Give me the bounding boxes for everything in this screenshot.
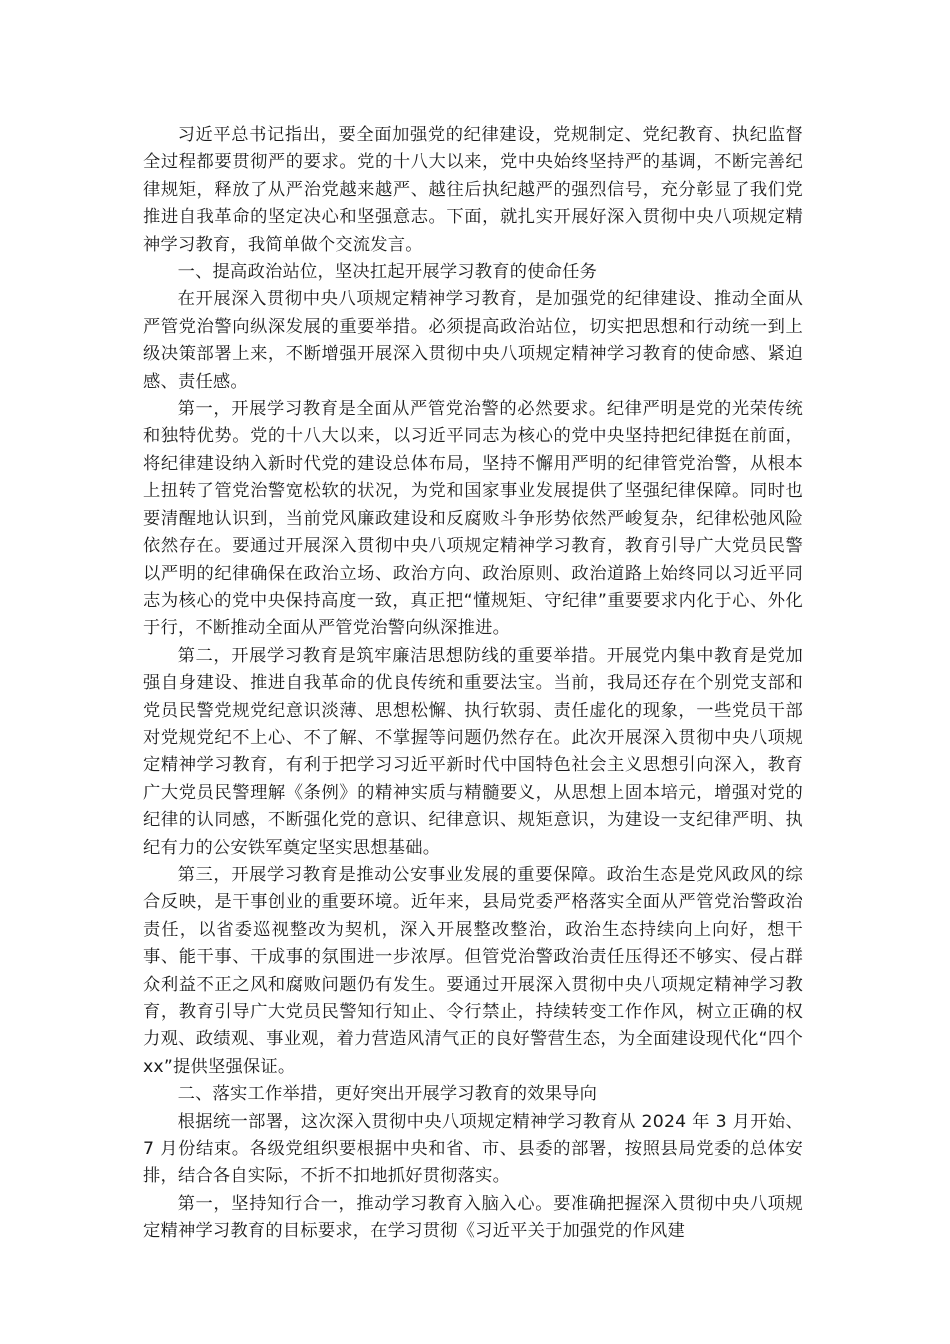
section-heading-1: 一、提高政治站位，坚决扛起开展学习教育的使命任务 (177, 262, 598, 283)
body-paragraph: 第一，坚持知行合一，推动学习教育入脑入心。要准确把握深入贯彻中央八项规定精神学习教育的目标要求，在学习贯彻《习近平关于加强党的作风建 (143, 1193, 803, 1242)
body-paragraph: 第二，开展学习教育是筑牢廉洁思想防线的重要举措。开展党内集中教育是党加强自身建设、推进自我革命的优良传统和重要法宝。当前，我局还存在个别党支部和党员民警党规党纪意识淡薄、思想松懈、执行软弱、责任虚化的现象，一些党员干部对党规党纪不上心、不了解、不掌握等问题仍然存在。此次开展深入贯彻中央八项规定精神学习教育，有利于把学习习近平新时代中国特色社会主义思想引向深入，教育广大党员民警理解《条例》的精神实质与精髓要义，从思想上固本培元，增强对党的纪律的认同感，不断强化党的意识、纪律意识、规矩意识，为建设一支纪律严明、执纪有力的公安铁军奠定坚实思想基础。 (143, 645, 803, 858)
body-paragraph: 根据统一部署，这次深入贯彻中央八项规定精神学习教育从 2024 年 3 月开始、7 月份结束。各级党组织要根据中央和省、市、县委的部署，按照县局党委的总体安排，结合各自实际，不折不扣地抓好贯彻落实。 (143, 1111, 803, 1187)
body-paragraph: 第一，开展学习教育是全面从严管党治警的必然要求。纪律严明是党的光荣传统和独特优势。党的十八大以来，以习近平同志为核心的党中央坚持把纪律挺在前面，将纪律建设纳入新时代党的建设总体布局，坚持不懈用严明的纪律管党治警，从根本上扭转了管党治警宽松软的状况，为党和国家事业发展提供了坚强纪律保障。同时也要清醒地认识到，当前党风廉政建设和反腐败斗争形势依然严峻复杂，纪律松弛风险依然存在。要通过开展深入贯彻中央八项规定精神学习教育，教育引导广大党员民警以严明的纪律确保在政治立场、政治方向、政治原则、政治道路上始终同以习近平同志为核心的党中央保持高度一致，真正把“懂规矩、守纪律”重要要求内化于心、外化于行，不断推动全面从严管党治警向纵深推进。 (143, 399, 803, 639)
section-heading-2: 二、落实工作举措，更好突出开展学习教育的效果导向 (177, 1084, 598, 1105)
intro-paragraph: 习近平总书记指出，要全面加强党的纪律建设，党规制定、党纪教育、执纪监督全过程都要贯彻严的要求。党的十八大以来，党中央始终坚持严的基调，不断完善纪律规矩，释放了从严治党越来越严、越往后执纪越严的强烈信号，充分彰显了我们党推进自我革命的坚定决心和坚强意志。下面，就扎实开展好深入贯彻中央八项规定精神学习教育，我简单做个交流发言。 (143, 125, 803, 255)
body-paragraph: 第三，开展学习教育是推动公安事业发展的重要保障。政治生态是党风政风的综合反映，是干事创业的重要环境。近年来，县局党委严格落实全面从严管党治警政治责任，以省委巡视整改为契机，深入开展整改整治，政治生态持续向上向好，想干事、能干事、干成事的氛围进一步浓厚。但管党治警政治责任压得还不够实、侵占群众利益不正之风和腐败问题仍有发生。要通过开展深入贯彻中央八项规定精神学习教育，教育引导广大党员民警知行知止、令行禁止，持续转变工作作风，树立正确的权力观、政绩观、事业观，着力营造风清气正的良好警营生态，为全面建设现代化“四个xx”提供坚强保证。 (143, 864, 803, 1077)
document-body (143, 122, 803, 1246)
body-paragraph: 在开展深入贯彻中央八项规定精神学习教育，是加强党的纪律建设、推动全面从严管党治警向纵深发展的重要举措。必须提高政治站位，切实把思想和行动统一到上级决策部署上来，不断增强开展深入贯彻中央八项规定精神学习教育的使命感、紧迫感、责任感。 (143, 289, 803, 392)
